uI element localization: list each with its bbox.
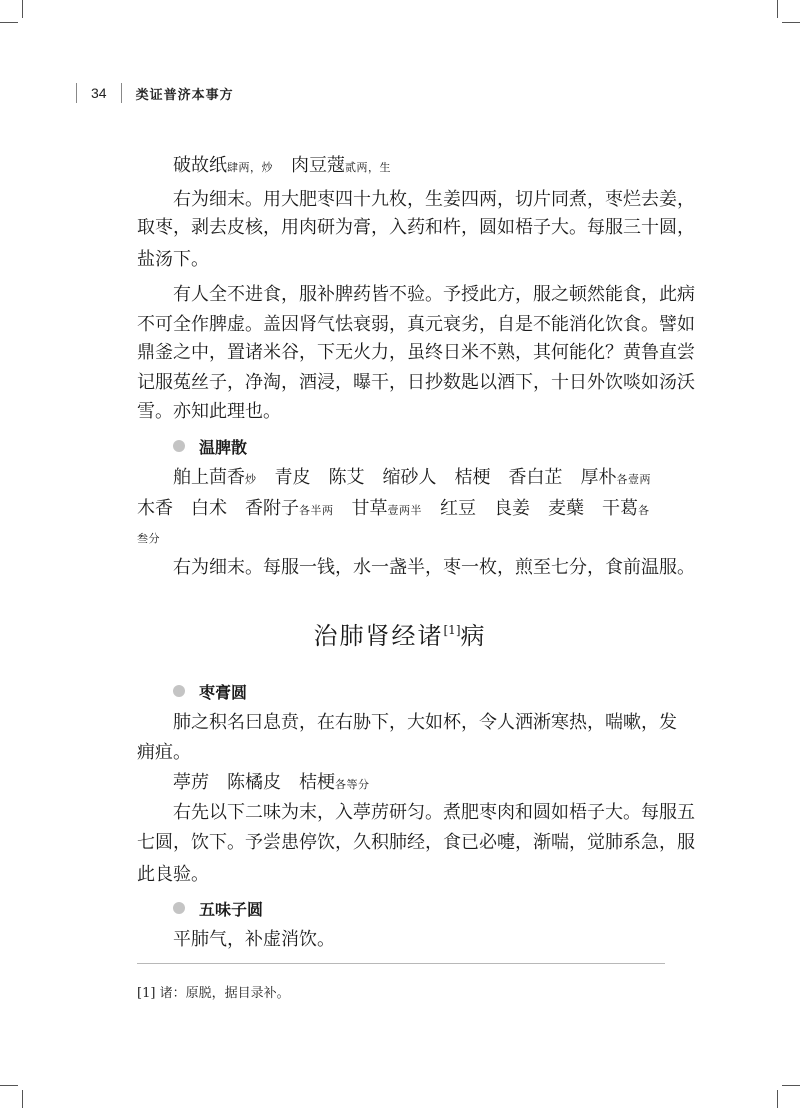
bullet-icon — [173, 440, 185, 452]
herb-item: 葶苈 — [173, 772, 209, 793]
paragraph-line: 记服菟丝子，净淘，酒浸，曝干，日抄数匙以酒下，十日外饮啖如汤沃 — [137, 372, 695, 393]
herb-dosage-note: 贰两，生 — [345, 161, 391, 174]
paragraph-line: 此良验。 — [137, 864, 209, 885]
herb-list-line — [173, 465, 651, 491]
herb-item: 桔梗 — [454, 467, 491, 488]
recipe-heading-text: 温脾散 — [199, 437, 248, 457]
paragraph-line: 盐汤下。 — [137, 249, 209, 270]
paragraph-line: 右为细末。用大肥枣四十九枚，生姜四两，切片同煮，枣烂去姜， — [173, 189, 695, 210]
crop-mark — [22, 1090, 23, 1108]
herb-name: 破故纸 — [173, 155, 227, 176]
herb-item: 桔梗各等分 — [299, 772, 370, 793]
recipe-heading — [173, 895, 263, 921]
herb-item: 陈艾 — [328, 467, 365, 488]
herb-item: 香白芷 — [508, 467, 563, 488]
crop-mark — [0, 1085, 18, 1086]
crop-mark — [22, 0, 23, 18]
footnote-divider — [137, 963, 665, 964]
paragraph-line: 肺之积名曰息贲，在右胁下，大如杯，令人洒淅寒热，喘嗽，发 — [173, 712, 677, 733]
crop-mark — [782, 22, 800, 23]
herb-item: 白术 — [191, 498, 227, 519]
header-divider — [76, 83, 77, 103]
herb-item: 陈橘皮 — [227, 772, 281, 793]
paragraph-line: 鼎釜之中，置诸米谷，下无火力，虽终日米不熟，其何能化？黄鲁直尝 — [137, 342, 695, 363]
paragraph-line: 平肺气，补虚消饮。 — [173, 929, 335, 950]
page-number: 34 — [91, 85, 107, 101]
footnote-reference[interactable]: [1] — [443, 623, 461, 637]
herb-item: 舶上茴香炒 — [173, 467, 257, 488]
paragraph-line: 有人全不进食，服补脾药皆不验。予授此方，服之顿然能食，此病 — [173, 284, 695, 305]
paragraph-line: 雪。亦知此理也。 — [137, 401, 281, 422]
bullet-icon — [173, 685, 185, 697]
page-body — [137, 0, 695, 1108]
herb-list-line — [173, 153, 391, 179]
herb-item: 红豆 — [440, 498, 476, 519]
herb-item: 青皮 — [274, 467, 311, 488]
crop-mark — [777, 1090, 778, 1108]
book-title: 类证普济本事方 — [135, 87, 234, 103]
herb-list-line — [173, 770, 370, 796]
section-title: 治肺肾经诸[1]病 — [313, 622, 487, 650]
recipe-heading-text: 枣膏圆 — [199, 682, 248, 702]
herb-list-line — [137, 496, 650, 522]
recipe-heading — [173, 433, 247, 459]
paragraph-line: 痈疽。 — [137, 742, 191, 763]
paragraph-line: 右先以下二味为末，入葶苈研匀。煮肥枣肉和圆如梧子大。每服五 — [173, 802, 695, 823]
herb-dosage-note: 叁分 — [137, 532, 160, 545]
herb-name: 肉豆蔻 — [291, 155, 345, 176]
crop-mark — [0, 22, 18, 23]
paragraph-line: 不可全作脾虚。盖因肾气怯衰弱，真元衰劣，自是不能消化饮食。譬如 — [137, 314, 695, 335]
herb-item: 良姜 — [494, 498, 530, 519]
footnote-text: 诸：原脱，据目录补。 — [159, 986, 290, 1001]
herb-item: 香附子各半两 — [245, 498, 334, 519]
recipe-heading — [173, 678, 247, 704]
footnote — [137, 982, 290, 1001]
herb-item: 麦蘖 — [548, 498, 584, 519]
herb-item: 干葛各 — [602, 498, 650, 519]
herb-item: 甘草壹两半 — [351, 498, 422, 519]
crop-mark — [782, 1085, 800, 1086]
herb-item: 厚朴各壹两 — [580, 467, 651, 488]
recipe-heading-text: 五味子圆 — [199, 899, 264, 919]
herb-item: 木香 — [137, 498, 173, 519]
footnote-marker: [1] — [137, 986, 156, 1001]
bullet-icon — [173, 902, 185, 914]
crop-mark — [777, 0, 778, 18]
paragraph-line: 七圆，饮下。予尝患停饮，久积肺经，食已必嚏，渐喘，觉肺系急，服 — [137, 832, 695, 853]
header-divider — [121, 83, 122, 103]
paragraph-line: 右为细末。每服一钱，水一盏半，枣一枚，煎至七分，食前温服。 — [173, 557, 695, 578]
paragraph-line: 取枣，剥去皮核，用肉研为膏，入药和杵，圆如梧子大。每服三十圆， — [137, 217, 695, 238]
herb-dosage-note: 肆两，炒 — [227, 161, 273, 174]
herb-item: 缩砂人 — [382, 467, 437, 488]
